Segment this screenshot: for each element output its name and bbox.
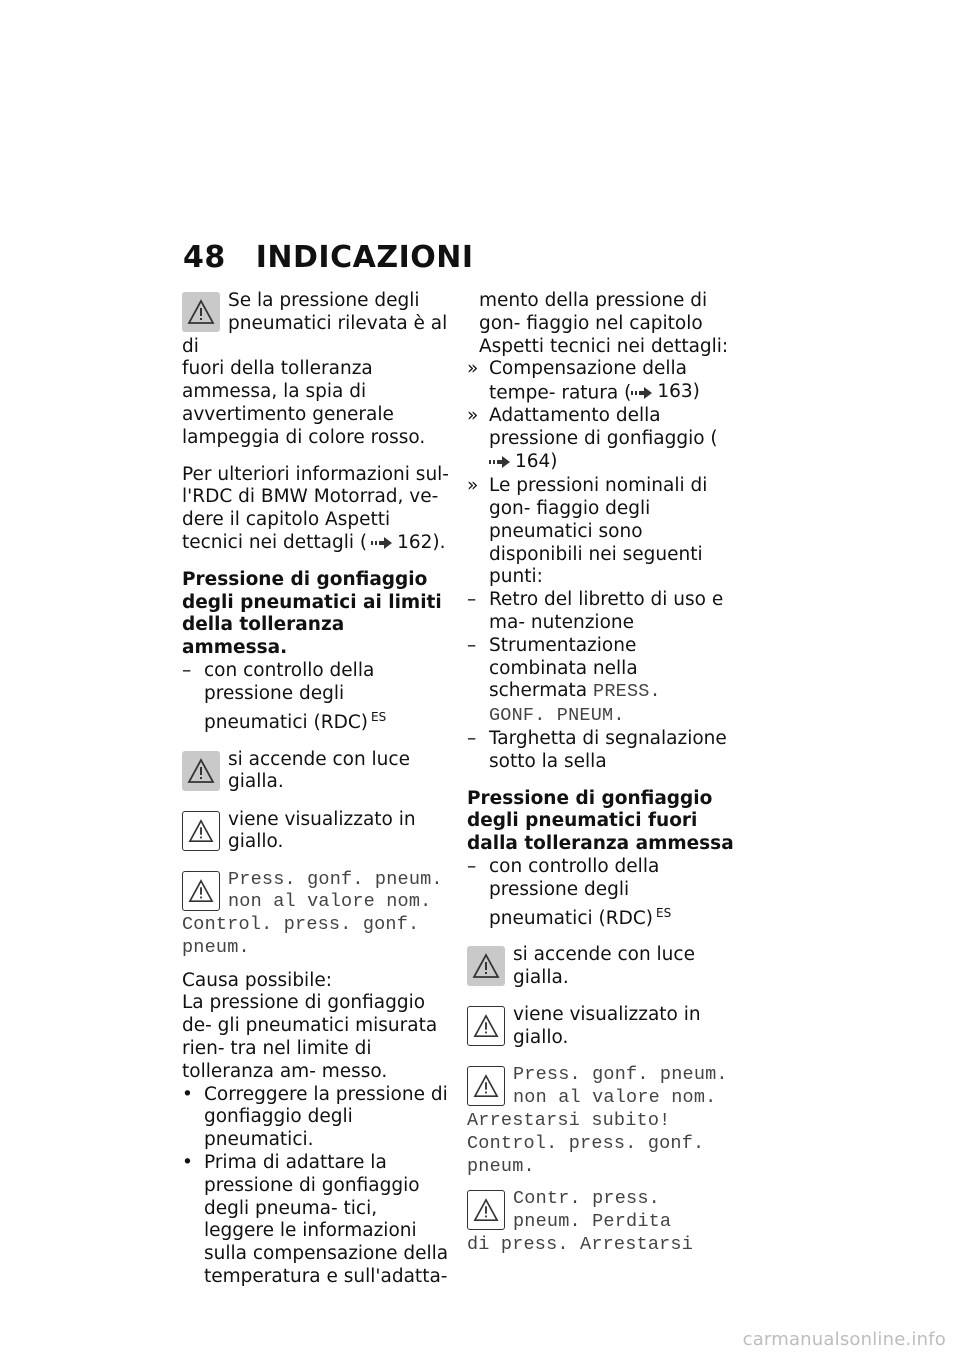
arrow-item: » Adattamento della pressione di gonfiaggio ( 164): [467, 405, 718, 472]
warning-triangle-icon: [182, 751, 220, 791]
continued-text: mento della pressione di gon- fiaggio nel capitolo Aspetti tecnici nei dettagli:: [479, 290, 729, 357]
page-reference[interactable]: 163): [631, 381, 700, 404]
left-column: [182, 290, 450, 1289]
site-watermark: carmanualsonline.info: [742, 1329, 946, 1350]
arrow-reference-icon: [489, 456, 511, 468]
arrow-item: » Le pressioni nominali di gon- fiaggio degli pneumatici sono disponibili nei seguenti punti:: [467, 475, 708, 588]
page-header: [183, 240, 474, 275]
page-reference[interactable]: ( 162).: [359, 531, 446, 553]
page-reference[interactable]: 164): [489, 451, 558, 474]
warning-text-line: pneumatici rilevata è al di: [182, 312, 448, 357]
display-message-block: Press. gonf. pneum. non al valore nom. Arrestarsi subito! Control. press. gonf. pneum.: [467, 1064, 728, 1177]
right-column: [467, 290, 735, 1267]
cause-label: Causa possibile:: [182, 969, 332, 991]
red-warning-note: [182, 290, 450, 450]
warning-triangle-icon: [467, 946, 505, 986]
rdc-info-paragraph: Per ulteriori informazioni sul- l'RDC di BMW Motorrad, ve- dere il capitolo Aspetti tecnici nei dettagli ( 162).: [182, 463, 449, 553]
display-message-block: Contr. press. pneum. Perdita di press. Arrestarsi: [467, 1188, 694, 1256]
warning-text-rest: fuori della tolleranza ammessa, la spia di avvertimento generale lampeggia di colore rosso.: [182, 358, 426, 448]
bullet-item: • Correggere la pressione di gonfiaggio degli pneumatici.: [182, 1083, 448, 1151]
section-heading: Pressione di gonfiaggio degli pneumatici fuori dalla tolleranza ammessa: [467, 787, 734, 855]
yellow-display-note: viene visualizzato in giallo.: [182, 809, 450, 855]
warning-triangle-icon: [182, 871, 220, 911]
dash-item: – con controllo della pressione degli pneumatici (RDC) $^{ES}$: [467, 855, 672, 929]
page-number: 48: [183, 240, 226, 275]
bullet-item: • Prima di adattare la pressione di gonfiaggio degli pneuma- tici, leggere le informazioni sulla compensazione della temperatura e sull'adatta-: [182, 1152, 449, 1288]
section-title: INDICAZIONI: [255, 240, 474, 275]
dash-item: – con controllo della pressione degli pneumatici (RDC) $^{ES}$: [182, 659, 387, 733]
dash-item: – Retro del libretto di uso e ma- nutenzione: [467, 589, 724, 633]
arrow-reference-icon: [631, 387, 653, 399]
cause-text: La pressione di gonfiaggio de- gli pneumatici misurata rien- tra nel limite di tolleranza am- messo.: [182, 992, 438, 1082]
warning-triangle-icon: [467, 1066, 505, 1106]
arrow-reference-icon: [371, 537, 393, 549]
yellow-display-note: viene visualizzato in giallo.: [467, 1004, 735, 1050]
warning-triangle-icon: [182, 811, 220, 851]
dash-item: – Targhetta di segnalazione sotto la sella: [467, 727, 727, 772]
dash-item: – Strumentazione combinata nella schermata PRESS. GONF. PNEUM.: [467, 634, 661, 727]
yellow-lamp-note: si accende con luce gialla.: [182, 749, 450, 795]
display-message-block: Press. gonf. pneum. non al valore nom. Control. press. gonf. pneum.: [182, 868, 443, 958]
warning-triangle-icon: [182, 292, 220, 332]
warning-triangle-icon: [467, 1190, 505, 1230]
warning-text-line: Se la pressione degli: [228, 290, 420, 311]
arrow-item: » Compensazione della tempe- ratura ( 163): [467, 358, 700, 404]
warning-triangle-icon: [467, 1006, 505, 1046]
yellow-lamp-note: si accende con luce gialla.: [467, 944, 735, 990]
section-heading: Pressione di gonfiaggio degli pneumatici ai limiti della tolleranza ammessa.: [182, 568, 442, 659]
